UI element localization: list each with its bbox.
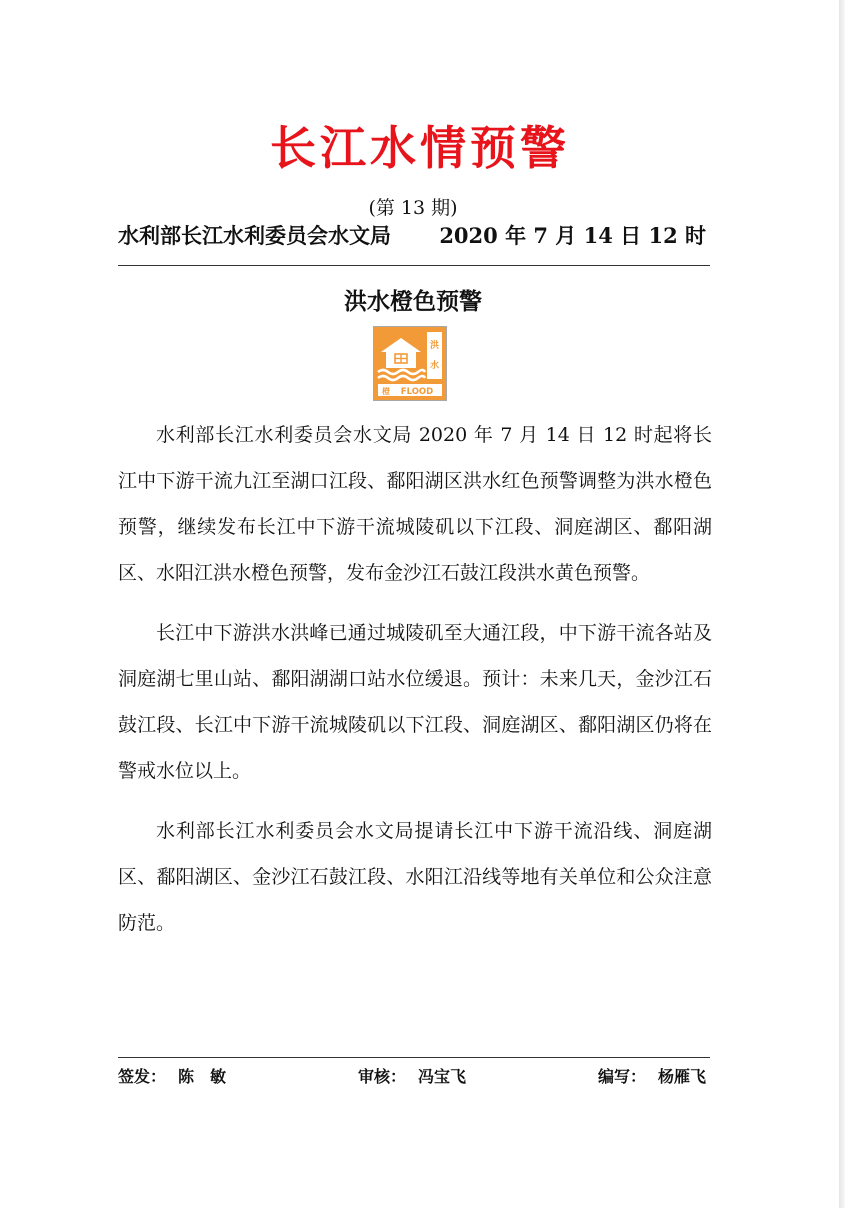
author-name: 杨雁飞 <box>658 1067 707 1086</box>
signer-label: 签发： <box>118 1067 167 1086</box>
page-edge-shadow <box>839 0 845 1208</box>
issue-datetime: 2020 年 7 月 14 日 12 时 <box>439 223 706 248</box>
warning-title: 洪水橙色预警 <box>344 289 482 315</box>
paragraph-2: 长江中下游洪水洪峰已通过城陵矶至大通江段，中下游干流各站及洞庭湖七里山站、鄱阳湖湖口站水位缓退。预计：未来几天，金沙江石鼓江段、长江中下游干流城陵矶以下江段、洞庭湖区、鄱阳湖区仍将在警戒水位以上。 <box>118 622 712 782</box>
signer-block <box>118 1064 226 1087</box>
bulletin-title: 长江水情预警 <box>270 121 570 175</box>
badge-flood-label: FLOOD <box>400 387 434 397</box>
author-label: 编写： <box>598 1067 647 1086</box>
issue-number: (第 13 期) <box>368 197 458 219</box>
reviewer-label: 审核： <box>358 1067 407 1086</box>
reviewer-block <box>358 1064 466 1087</box>
author-block <box>598 1064 706 1087</box>
flood-orange-warning-icon <box>373 326 447 401</box>
paragraph-1: 水利部长江水利委员会水文局 2020 年 7 月 14 日 12 时起将长江中下游干流九江至湖口江段、鄱阳湖区洪水红色预警调整为洪水橙色预警，继续发布长江中下游干流城陵矶以下江段、洞庭湖区、鄱阳湖区、水阳江洪水橙色预警，发布金沙江石鼓江段洪水黄色预警。 <box>118 424 712 584</box>
footer-divider <box>118 1057 710 1058</box>
badge-level-char: 橙 <box>382 387 390 396</box>
issuing-organization: 水利部长江水利委员会水文局 <box>118 224 391 248</box>
paragraph-3: 水利部长江水利委员会水文局提请长江中下游干流沿线、洞庭湖区、鄱阳湖区、金沙江石鼓江段、水阳江沿线等地有关单位和公众注意防范。 <box>118 820 712 934</box>
bulletin-body <box>118 412 712 960</box>
reviewer-name: 冯宝飞 <box>418 1067 467 1086</box>
badge-char-2: 水 <box>429 361 440 371</box>
badge-char-1: 洪 <box>429 341 440 351</box>
header-divider <box>118 265 710 266</box>
signer-name: 陈 敏 <box>178 1067 227 1086</box>
